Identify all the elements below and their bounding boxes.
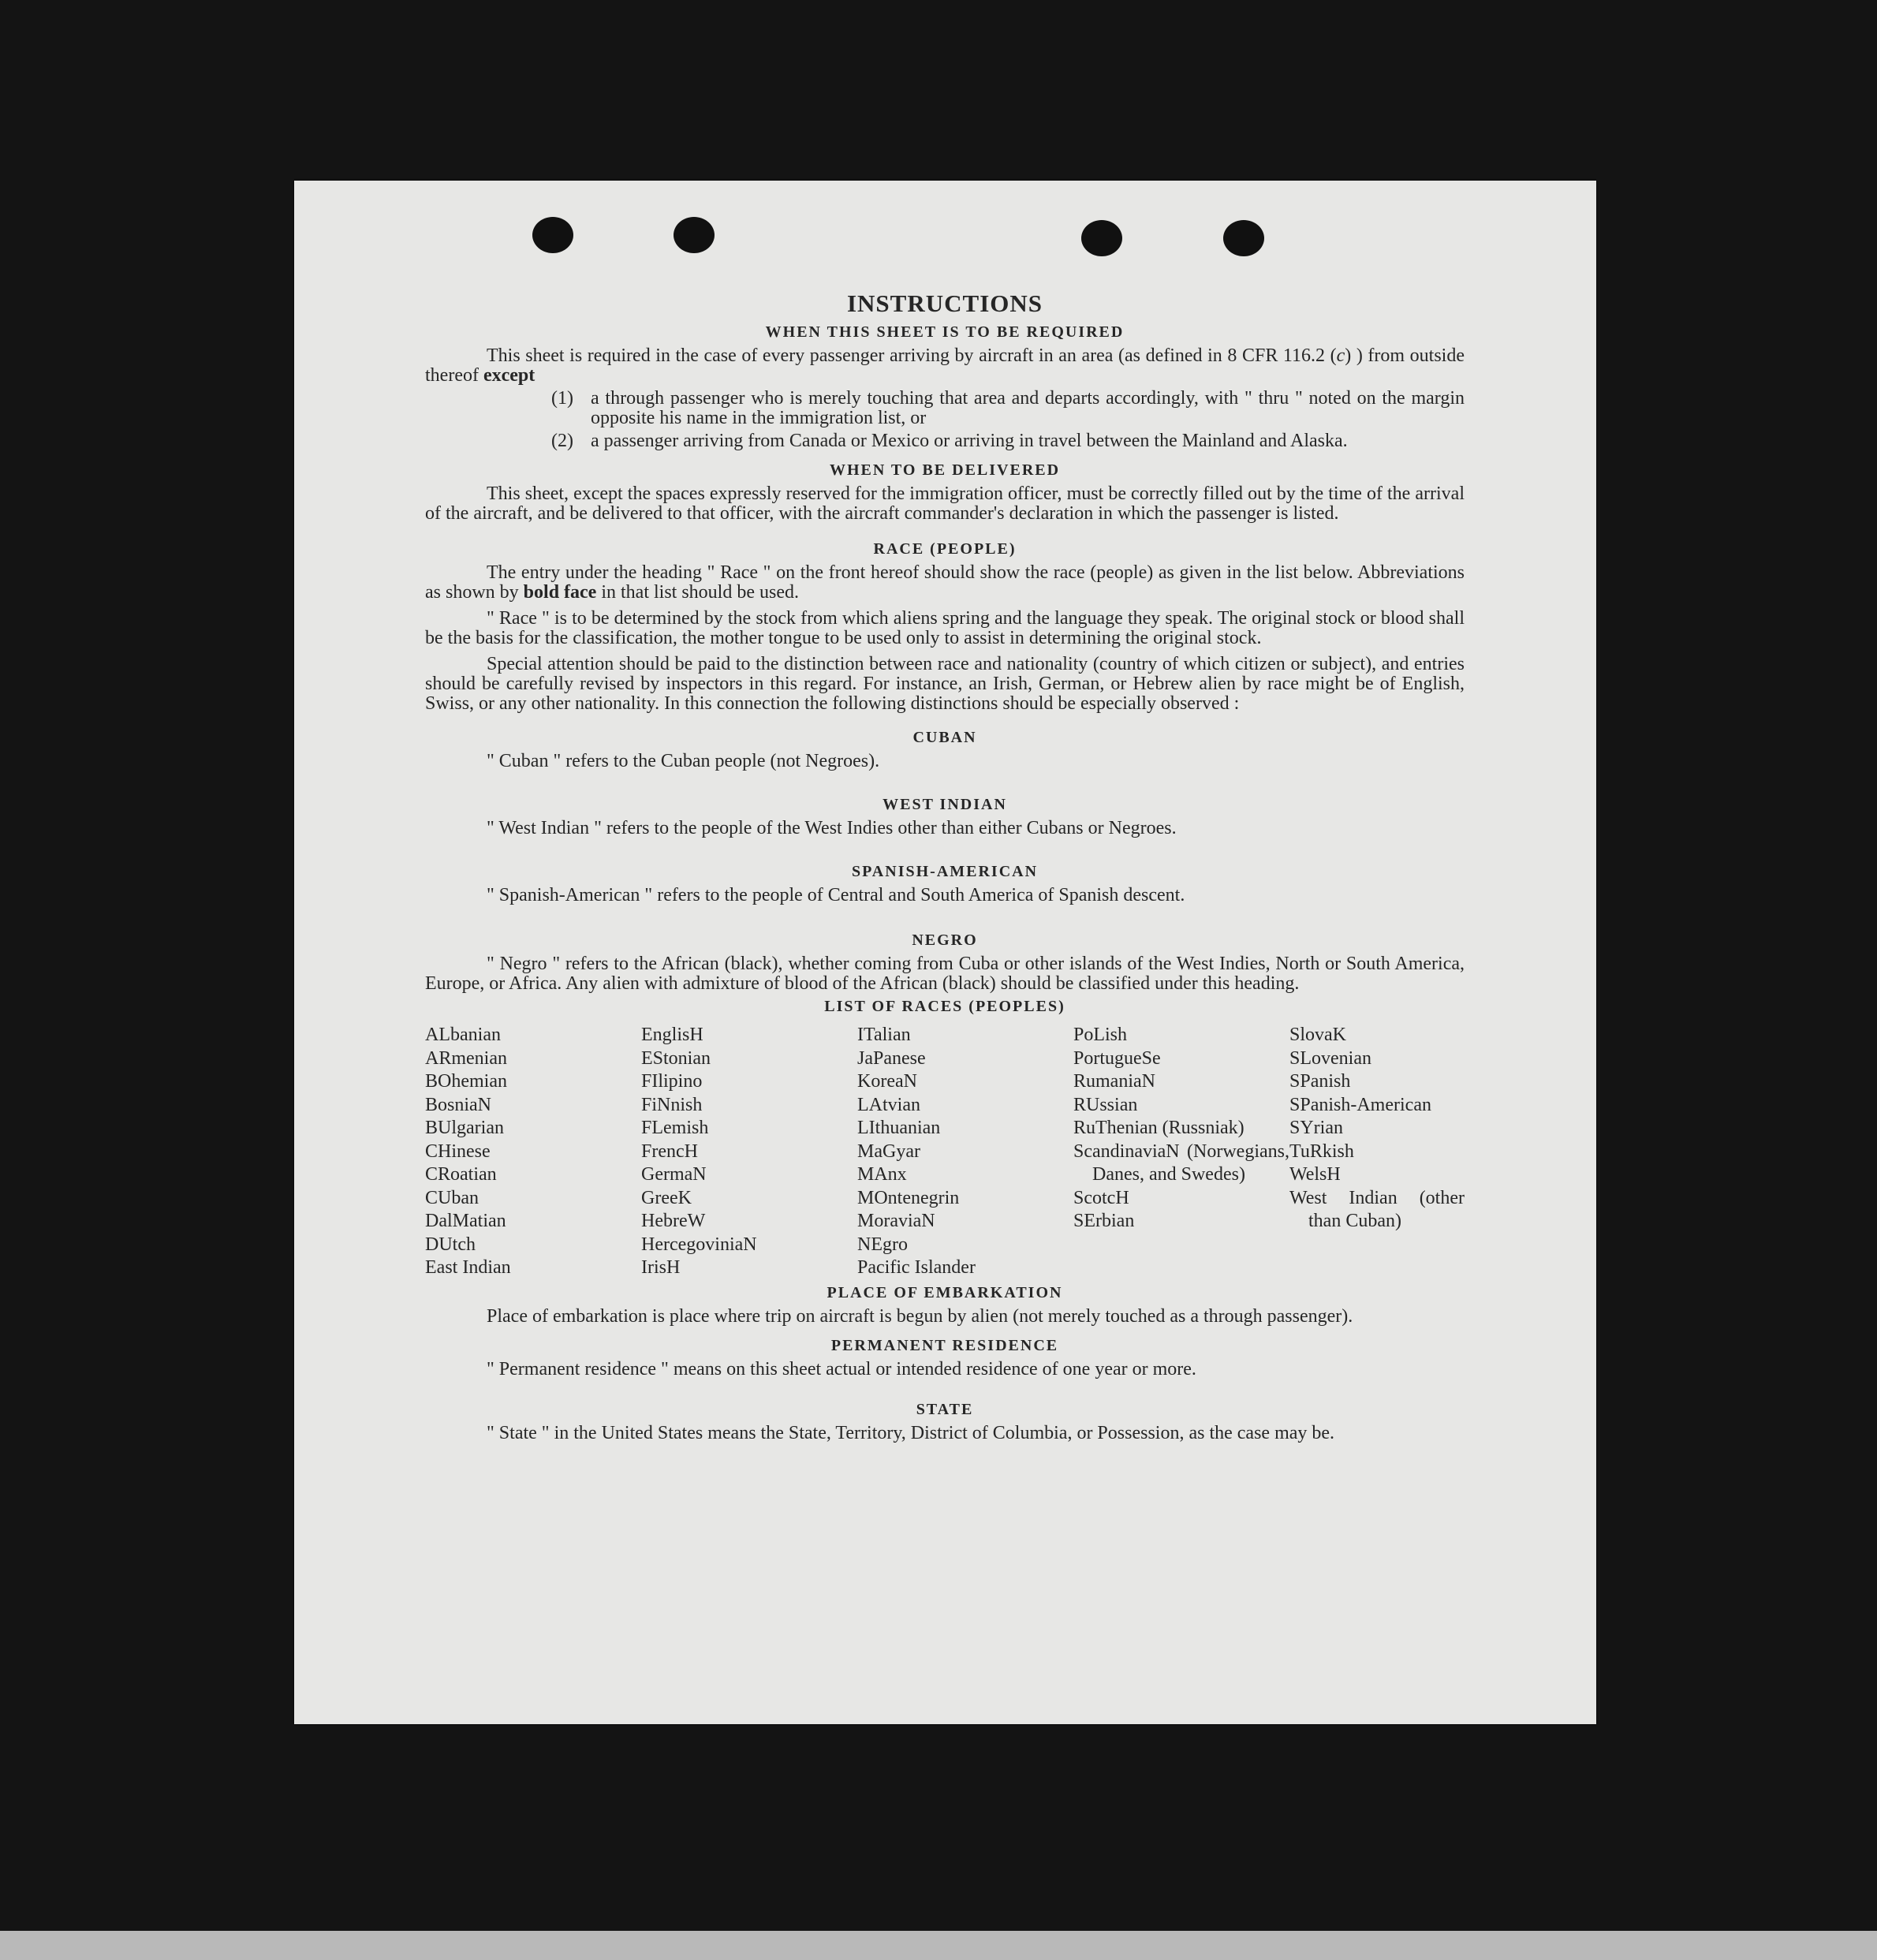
paragraph-state: " State " in the United States means the State, Territory, District of Columbia, or Possession, as the case may be. — [487, 1422, 1335, 1443]
paragraph-race-2: " Race " is to be determined by the stock from which aliens spring and the language they speak. The original stock or blood shall be the basis for the classification, the mother tongue to be used only to assist in determining the original stock. — [425, 608, 1465, 648]
section-heading-negro: NEGRO — [912, 931, 978, 949]
punch-hole — [532, 217, 573, 253]
race-entry: Pacific Islander — [857, 1257, 976, 1278]
section-heading-delivered: WHEN TO BE DELIVERED — [829, 461, 1061, 479]
race-entry: ITalian — [857, 1025, 911, 1045]
race-entry: MAnx — [857, 1164, 907, 1185]
race-entry: FIlipino — [641, 1071, 703, 1092]
race-entry: DalMatian — [425, 1211, 506, 1231]
section-heading-state: STATE — [916, 1400, 974, 1418]
race-entry: PoLish — [1073, 1025, 1128, 1045]
section-heading-west-indian: WEST INDIAN — [883, 796, 1007, 813]
race-entry: RuThenian (Russniak) — [1073, 1118, 1244, 1138]
race-entry: West Indian (other than Cuban) — [1289, 1187, 1465, 1231]
paragraph-spanish-american: " Spanish-American " refers to the people of Central and South America of Spanish descent. — [487, 885, 1185, 905]
race-column — [641, 1024, 857, 1280]
race-entry: DUtch — [425, 1234, 476, 1255]
race-entry: GreeK — [641, 1187, 692, 1208]
race-entry: EnglisH — [641, 1025, 703, 1045]
race-entry: ALbanian — [425, 1025, 501, 1045]
paragraph-west-indian: " West Indian " refers to the people of the West Indies other than either Cubans or Negroes. — [487, 818, 1177, 838]
race-entry: RUssian — [1073, 1094, 1138, 1115]
race-entry: HercegoviniaN — [641, 1234, 757, 1255]
exception-item-2 — [551, 431, 1465, 451]
race-entry: FLemish — [641, 1118, 709, 1138]
list-of-races — [425, 1024, 1465, 1280]
paragraph-delivered: This sheet, except the spaces expressly reserved for the immigration officer, must be correctly filled out by the time of the arrival of the aircraft, and be delivered to that officer, with the aircraft commander's declaration in which the passenger is listed. — [425, 483, 1465, 524]
race-entry: EStonian — [641, 1047, 711, 1069]
punch-hole — [1081, 220, 1122, 256]
section-heading-list-of-races: LIST OF RACES (PEOPLES) — [824, 998, 1065, 1015]
race-entry: CUban — [425, 1187, 479, 1208]
paragraph-residence: " Permanent residence " means on this sheet actual or intended residence of one year or more. — [487, 1358, 1196, 1379]
film-edge-strip — [0, 1931, 1877, 1960]
race-entry: KoreaN — [857, 1071, 917, 1092]
race-entry: LIthuanian — [857, 1118, 941, 1138]
race-entry: WelsH — [1289, 1164, 1341, 1185]
punch-hole — [1223, 220, 1264, 256]
race-entry: SYrian — [1289, 1118, 1343, 1138]
race-entry: SPanish — [1289, 1071, 1351, 1092]
instruction-sheet — [294, 181, 1596, 1724]
paragraph-race-3: Special attention should be paid to the distinction between race and nationality (country of which citizen or subject), and entries should be carefully revised by inspectors in this regard. For instance, an Irish, German, or Hebrew alien by race might be of English, Swiss, or any other nationality. In this connection the following distinctions should be especially observed : — [425, 654, 1465, 714]
race-entry: ScotcH — [1073, 1187, 1129, 1208]
race-entry: NEgro — [857, 1234, 908, 1255]
race-entry: ARmenian — [425, 1047, 507, 1069]
section-heading-race: RACE (PEOPLE) — [873, 540, 1017, 558]
section-heading-residence: PERMANENT RESIDENCE — [830, 1336, 1059, 1354]
race-entry: East Indian — [425, 1257, 511, 1278]
race-entry: LAtvian — [857, 1094, 920, 1115]
race-column — [1073, 1024, 1289, 1280]
race-entry: JaPanese — [857, 1047, 926, 1069]
race-column — [857, 1024, 1073, 1280]
page-title: INSTRUCTIONS — [846, 289, 1043, 317]
race-column — [1289, 1024, 1465, 1280]
race-entry: ScandinaviaN (Norwegians, Danes, and Swedes) — [1073, 1141, 1289, 1185]
race-entry: CHinese — [425, 1141, 491, 1162]
exception-item-1 — [551, 389, 1465, 428]
race-entry: BosniaN — [425, 1094, 491, 1115]
section-heading-embarkation: PLACE OF EMBARKATION — [827, 1283, 1063, 1301]
paragraph-embarkation: Place of embarkation is place where trip on aircraft is begun by alien (not merely touched as a through passenger). — [487, 1305, 1353, 1327]
document-body — [425, 289, 1465, 1443]
section-heading-required: WHEN THIS SHEET IS TO BE REQUIRED — [765, 323, 1125, 341]
race-entry: MaGyar — [857, 1141, 920, 1162]
race-entry: MoraviaN — [857, 1211, 935, 1231]
punch-hole — [674, 217, 715, 253]
section-heading-spanish-american: SPANISH-AMERICAN — [851, 863, 1039, 880]
item-text: a passenger arriving from Canada or Mexico or arriving in travel between the Mainland and Alaska. — [591, 431, 1348, 451]
race-entry: MOntenegrin — [857, 1187, 960, 1208]
section-heading-cuban: CUBAN — [912, 729, 977, 746]
race-entry: SLovenian — [1289, 1047, 1371, 1069]
paragraph-cuban: " Cuban " refers to the Cuban people (not Negroes). — [487, 751, 880, 771]
race-entry: IrisH — [641, 1257, 681, 1278]
item-text: a through passenger who is merely touching that area and departs accordingly, with " thru " noted on the margin opposite his name in the immigration list, or — [591, 388, 1465, 428]
race-entry: SErbian — [1073, 1211, 1135, 1231]
item-number: (1) — [551, 388, 573, 409]
race-entry: GermaN — [641, 1164, 707, 1185]
paragraph-race-1: The entry under the heading " Race " on the front hereof should show the race (people) as given in the list below. Abbreviations as shown by bold face in that list should be used. — [425, 562, 1465, 603]
race-entry: FrencH — [641, 1141, 698, 1162]
race-entry: BUlgarian — [425, 1118, 504, 1138]
race-entry: CRoatian — [425, 1164, 497, 1185]
race-entry: SlovaK — [1289, 1025, 1346, 1045]
race-entry: SPanish-American — [1289, 1094, 1431, 1115]
race-entry: TuRkish — [1289, 1141, 1354, 1162]
race-entry: FiNnish — [641, 1094, 703, 1115]
item-number: (2) — [551, 431, 573, 451]
race-entry: HebreW — [641, 1211, 706, 1231]
paragraph-negro: " Negro " refers to the African (black), whether coming from Cuba or other islands of the West Indies, North or South America, Europe, or Africa. Any alien with admixture of blood of the African (black) should be classified under this heading. — [425, 954, 1465, 994]
race-entry: PortugueSe — [1073, 1047, 1161, 1069]
race-column — [425, 1024, 641, 1280]
race-entry: RumaniaN — [1073, 1071, 1155, 1092]
race-entry: BOhemian — [425, 1071, 507, 1092]
paragraph-required-intro: This sheet is required in the case of every passenger arriving by aircraft in an area (as defined in 8 CFR 116.2 (c) ) from outside thereof except — [425, 345, 1465, 386]
